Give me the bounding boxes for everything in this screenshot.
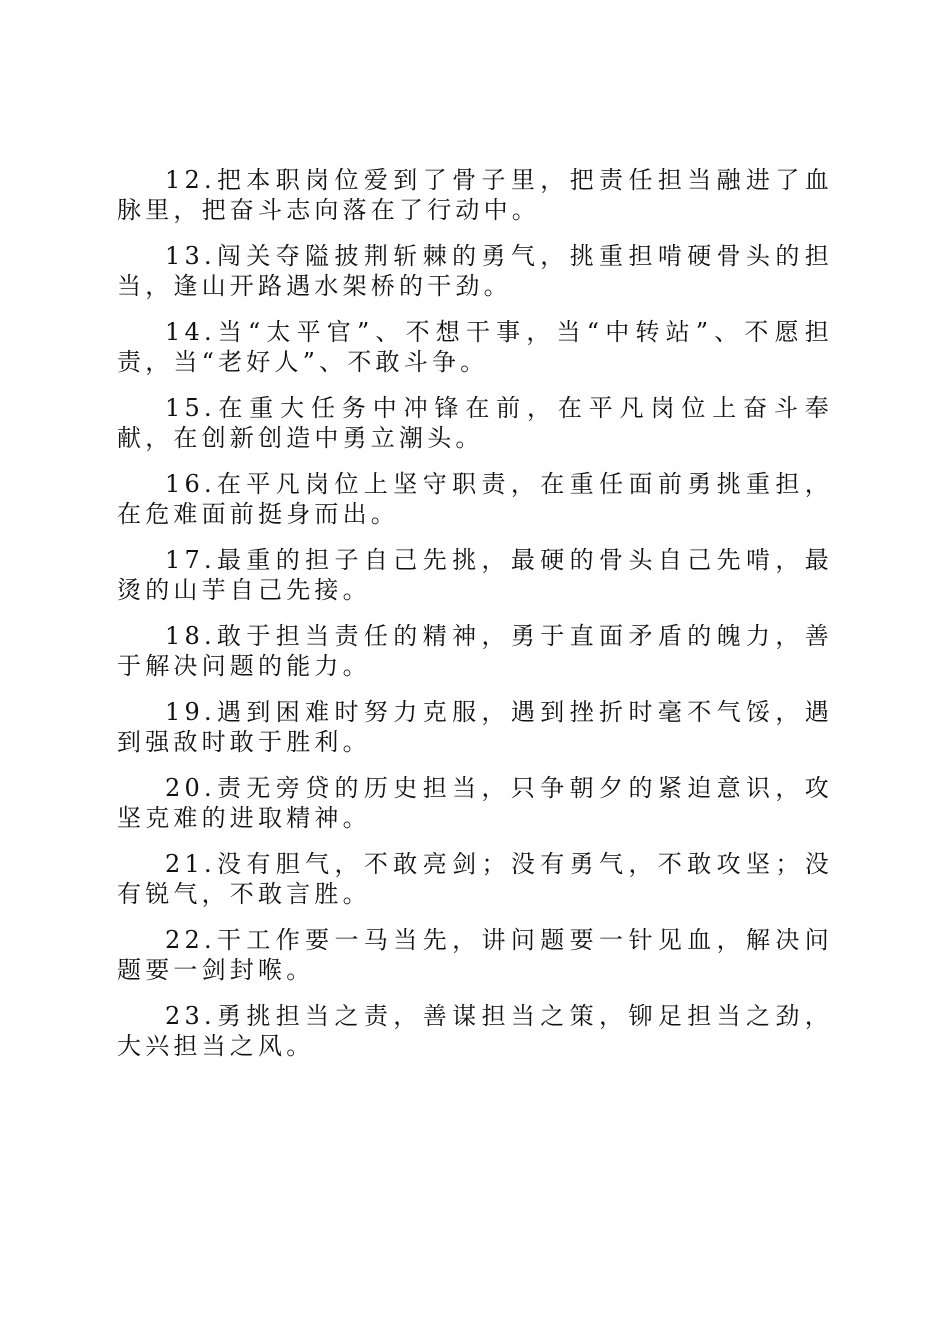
paragraph-20: 20.责无旁贷的历史担当，只争朝夕的紧迫意识，攻坚克难的进取精神。	[117, 774, 833, 832]
paragraph-13: 13.闯关夺隘披荆斩棘的勇气，挑重担啃硬骨头的担当，逢山开路遇水架桥的干劲。	[117, 242, 833, 300]
paragraph-17: 17.最重的担子自己先挑，最硬的骨头自己先啃，最烫的山芋自己先接。	[117, 546, 833, 604]
paragraph-16: 16.在平凡岗位上坚守职责，在重任面前勇挑重担，在危难面前挺身而出。	[117, 470, 833, 528]
paragraph-21: 21.没有胆气，不敢亮剑；没有勇气，不敢攻坚；没有锐气，不敢言胜。	[117, 850, 833, 908]
document-body	[117, 165, 833, 1077]
paragraph-12: 12.把本职岗位爱到了骨子里，把责任担当融进了血脉里，把奋斗志向落在了行动中。	[117, 166, 833, 224]
paragraph-22: 22.干工作要一马当先，讲问题要一针见血，解决问题要一剑封喉。	[117, 926, 833, 984]
paragraph-15: 15.在重大任务中冲锋在前，在平凡岗位上奋斗奉献，在创新创造中勇立潮头。	[117, 394, 833, 452]
paragraph-19: 19.遇到困难时努力克服，遇到挫折时毫不气馁，遇到强敌时敢于胜利。	[117, 698, 833, 756]
paragraph-23: 23.勇挑担当之责，善谋担当之策，铆足担当之劲，大兴担当之风。	[117, 1002, 833, 1060]
paragraph-14: 14.当“太平官”、不想干事，当“中转站”、不愿担责，当“老好人”、不敢斗争。	[117, 318, 833, 376]
paragraph-18: 18.敢于担当责任的精神，勇于直面矛盾的魄力，善于解决问题的能力。	[117, 622, 833, 680]
